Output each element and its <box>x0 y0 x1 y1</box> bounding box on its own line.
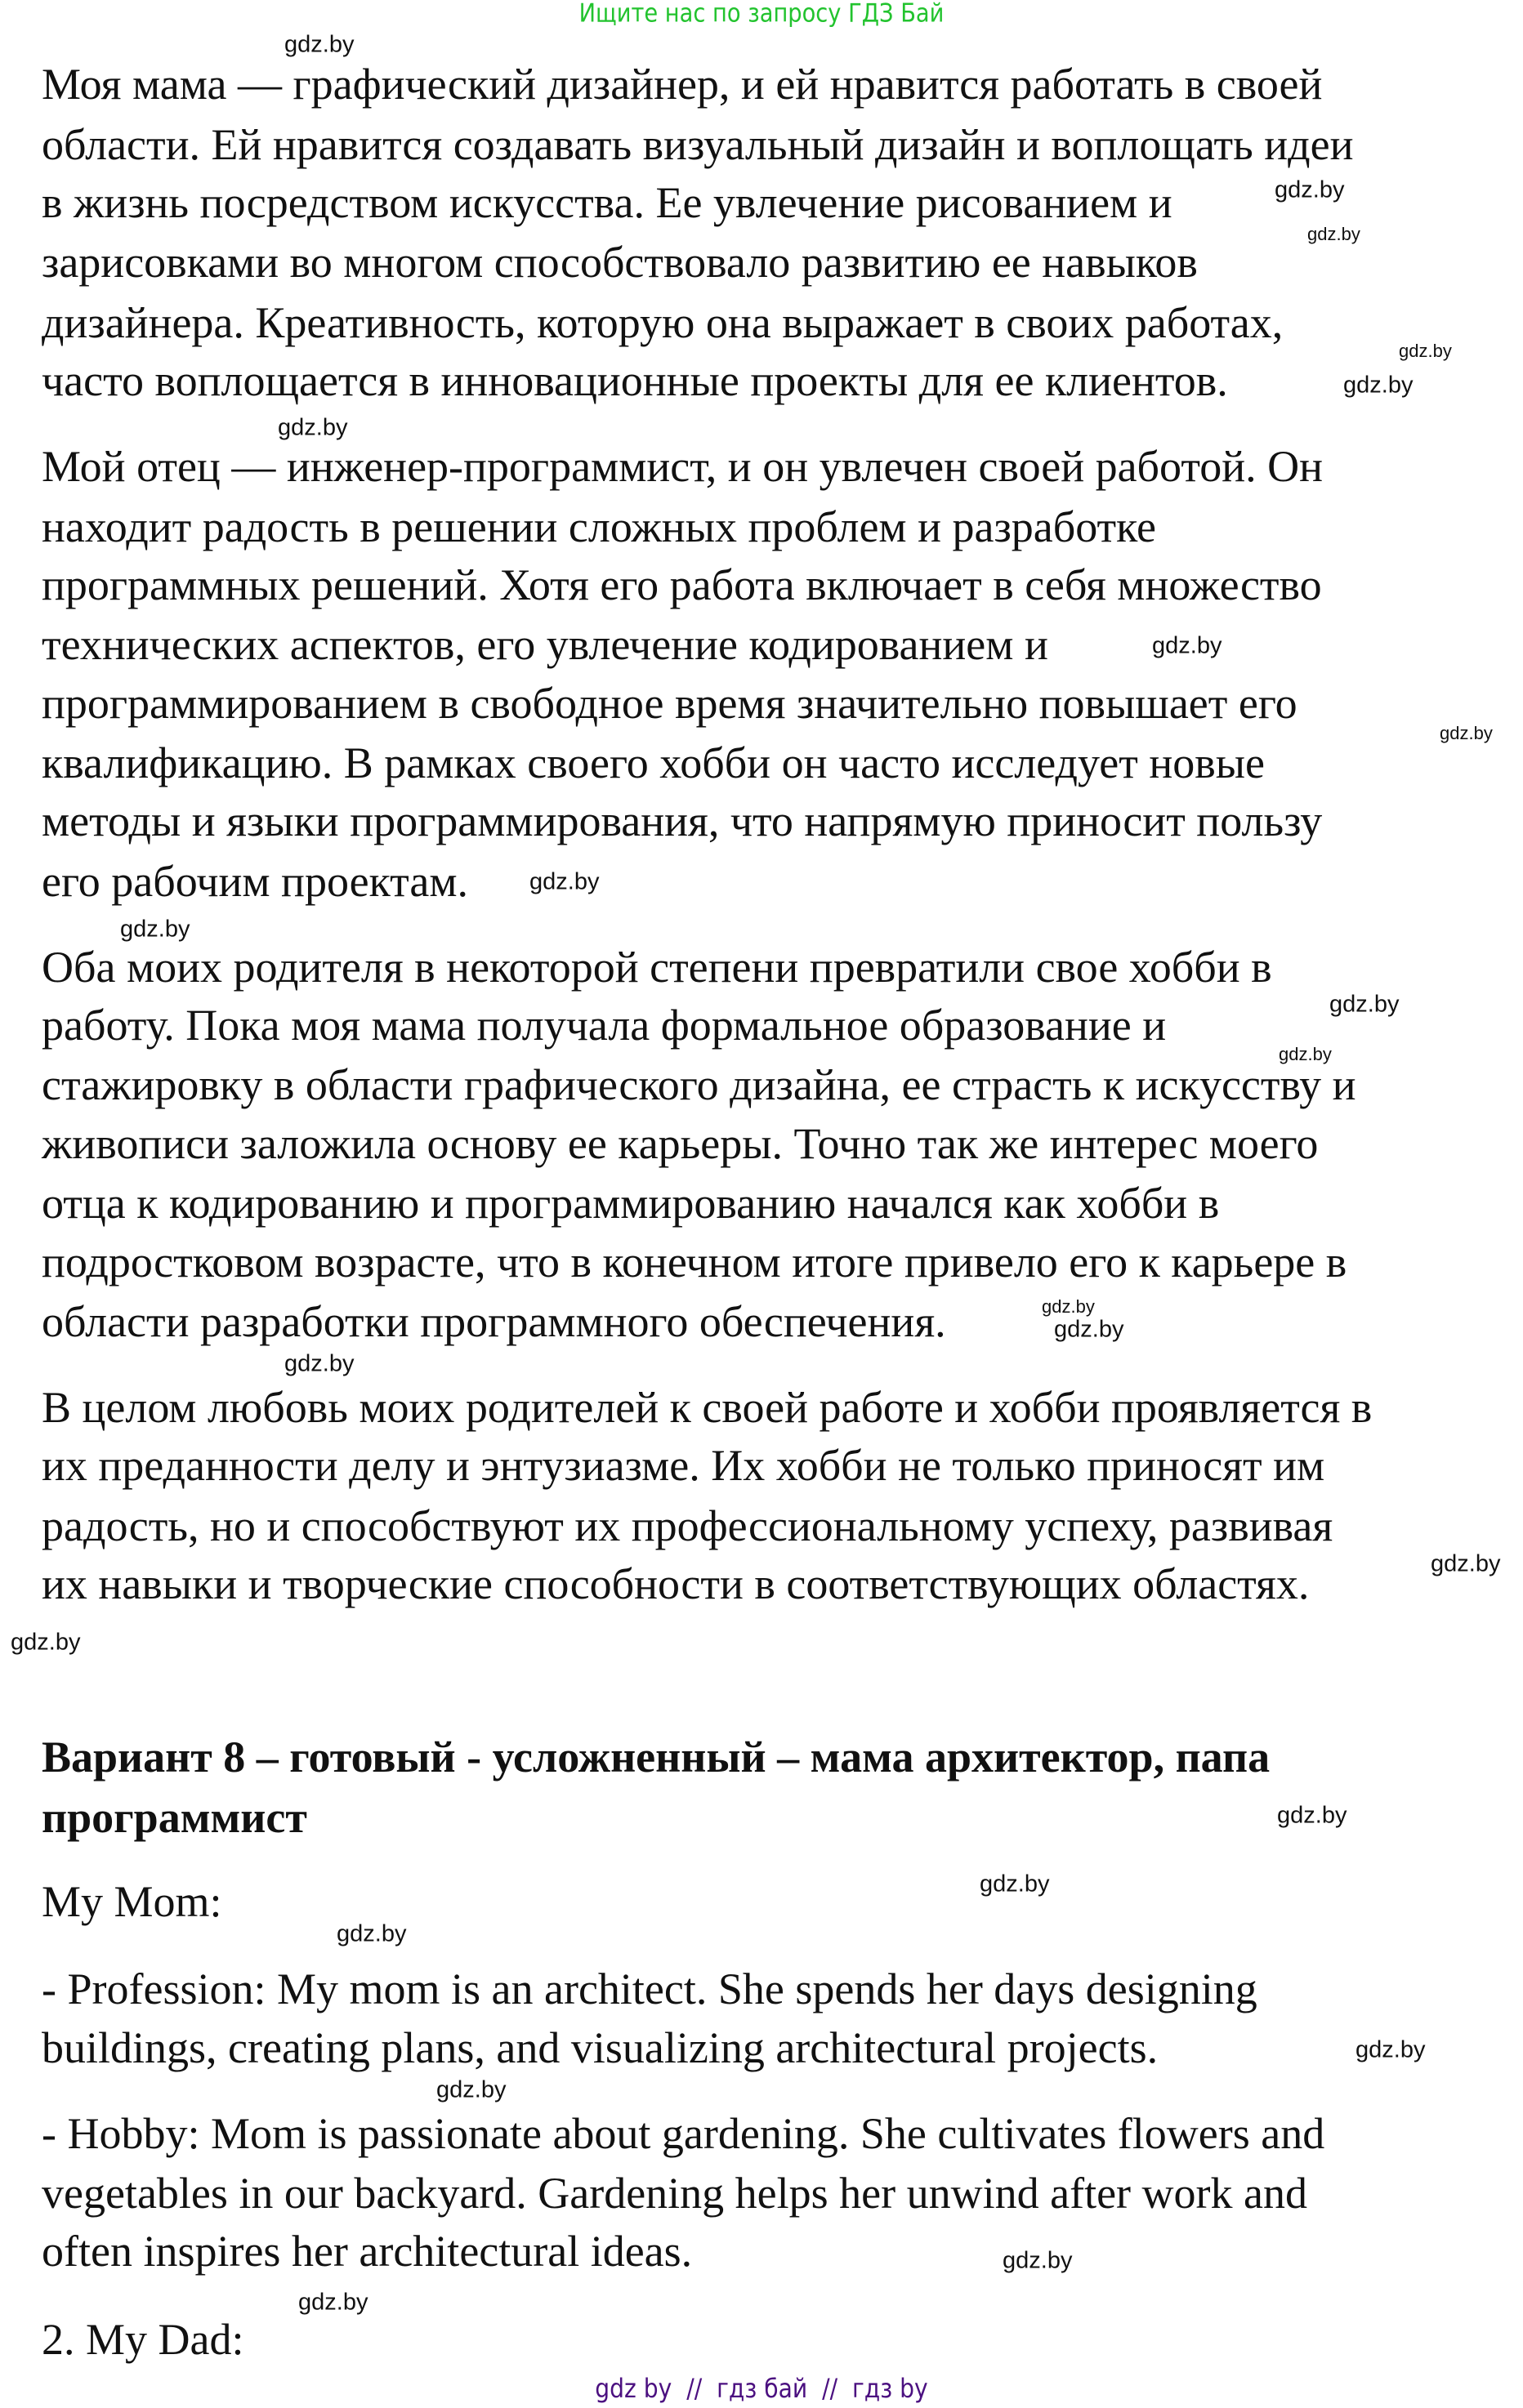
text-line: работу. Пока моя мама получала формальное образование и <box>42 1001 1167 1050</box>
watermark: gdz.by <box>1275 176 1345 203</box>
text-line: радость, но и способствуют их профессиональному успеху, развивая <box>42 1501 1333 1550</box>
text-line: often inspires her architectural ideas. <box>42 2227 693 2276</box>
text-line: программных решений. Хотя его работа включает в себя множество <box>42 560 1322 609</box>
text-line: области разработки программного обеспечения. <box>42 1297 946 1346</box>
watermark: gdz.by <box>298 2289 368 2316</box>
text-line: программированием в свободное время значительно повышает его <box>42 679 1297 728</box>
watermark: gdz.by <box>980 1871 1050 1897</box>
text-line: их преданности делу и энтузиазме. Их хобби не только приносят им <box>42 1441 1325 1490</box>
text-line: подростковом возрасте, что в конечном итоге привело его к карьере в <box>42 1237 1347 1286</box>
text-line: технических аспектов, его увлечение кодированием и <box>42 620 1048 669</box>
watermark: gdz.by <box>1343 372 1414 399</box>
text-line: buildings, creating plans, and visualizing architectural projects. <box>42 2023 1159 2072</box>
watermark: gdz.by <box>1003 2247 1073 2274</box>
watermark: gdz.by <box>284 31 355 58</box>
watermark: gdz.by <box>1152 632 1222 659</box>
watermark: gdz.by <box>1399 341 1452 361</box>
heading-line: программист <box>42 1793 307 1842</box>
heading-line: Вариант 8 – готовый - усложненный – мама архитектор, папа <box>42 1732 1271 1781</box>
text-line: в жизнь посредством искусства. Ее увлечение рисованием и <box>42 178 1172 227</box>
watermark: gdz.by <box>11 1629 81 1656</box>
text-line: зарисовками во многом способствовало развитию ее навыков <box>42 238 1198 287</box>
search-hint-banner[interactable]: Ищите нас по запросу ГДЗ Бай <box>578 0 945 29</box>
watermark: gdz.by <box>1356 2036 1426 2063</box>
watermark: gdz.by <box>436 2076 507 2103</box>
text-line: отца к кодированию и программированию начался как хобби в <box>42 1179 1220 1228</box>
text-line: vegetables in our backyard. Gardening helps her unwind after work and <box>42 2169 1307 2218</box>
text-line: дизайнера. Креативность, которую она выражает в своих работах, <box>42 298 1284 347</box>
watermark: gdz.by <box>1431 1550 1501 1577</box>
text-line: стажировку в области графического дизайна, ее страсть к искусству и <box>42 1060 1356 1109</box>
watermark: gdz.by <box>278 414 348 441</box>
mom-title: My Mom: <box>42 1877 222 1926</box>
text-line: Мой отец — инженер-программист, и он увлечен своей работой. Он <box>42 442 1324 491</box>
dad-title: 2. My Dad: <box>42 2315 244 2364</box>
watermark: gdz.by <box>1307 224 1360 244</box>
watermark: gdz.by <box>1054 1316 1124 1343</box>
text-line: Моя мама — графический дизайнер, и ей нравится работать в своей <box>42 60 1323 109</box>
text-line: - Profession: My mom is an architect. She spends her days designing <box>42 1964 1257 2013</box>
watermark: gdz.by <box>120 916 190 943</box>
watermark: gdz.by <box>1279 1044 1332 1064</box>
footer-links[interactable]: gdz by // гдз бай // гдз by <box>595 2373 928 2404</box>
text-line: области. Ей нравится создавать визуальный дизайн и воплощать идеи <box>42 120 1354 169</box>
watermark: gdz.by <box>529 868 600 895</box>
text-line: его рабочим проектам. <box>42 857 468 906</box>
text-line: квалификацию. В рамках своего хобби он часто исследует новые <box>42 738 1265 787</box>
text-line: - Hobby: Mom is passionate about gardening. She cultivates flowers and <box>42 2109 1325 2158</box>
watermark: gdz.by <box>1329 991 1400 1018</box>
text-line: В целом любовь моих родителей к своей работе и хобби проявляется в <box>42 1383 1373 1432</box>
text-line: их навыки и творческие способности в соответствующих областях. <box>42 1559 1310 1608</box>
text-line: часто воплощается в инновационные проекты для ее клиентов. <box>42 356 1228 405</box>
watermark: gdz.by <box>1440 723 1493 743</box>
text-line: находит радость в решении сложных проблем и разработке <box>42 502 1156 551</box>
watermark: gdz.by <box>284 1350 355 1377</box>
text-line: методы и языки программирования, что напрямую приносит пользу <box>42 796 1323 845</box>
watermark: gdz.by <box>1042 1296 1095 1317</box>
text-line: Оба моих родителя в некоторой степени превратили свое хобби в <box>42 943 1272 992</box>
text-line: живописи заложила основу ее карьеры. Точно так же интерес моего <box>42 1119 1319 1168</box>
watermark: gdz.by <box>337 1920 407 1947</box>
watermark: gdz.by <box>1277 1802 1347 1829</box>
